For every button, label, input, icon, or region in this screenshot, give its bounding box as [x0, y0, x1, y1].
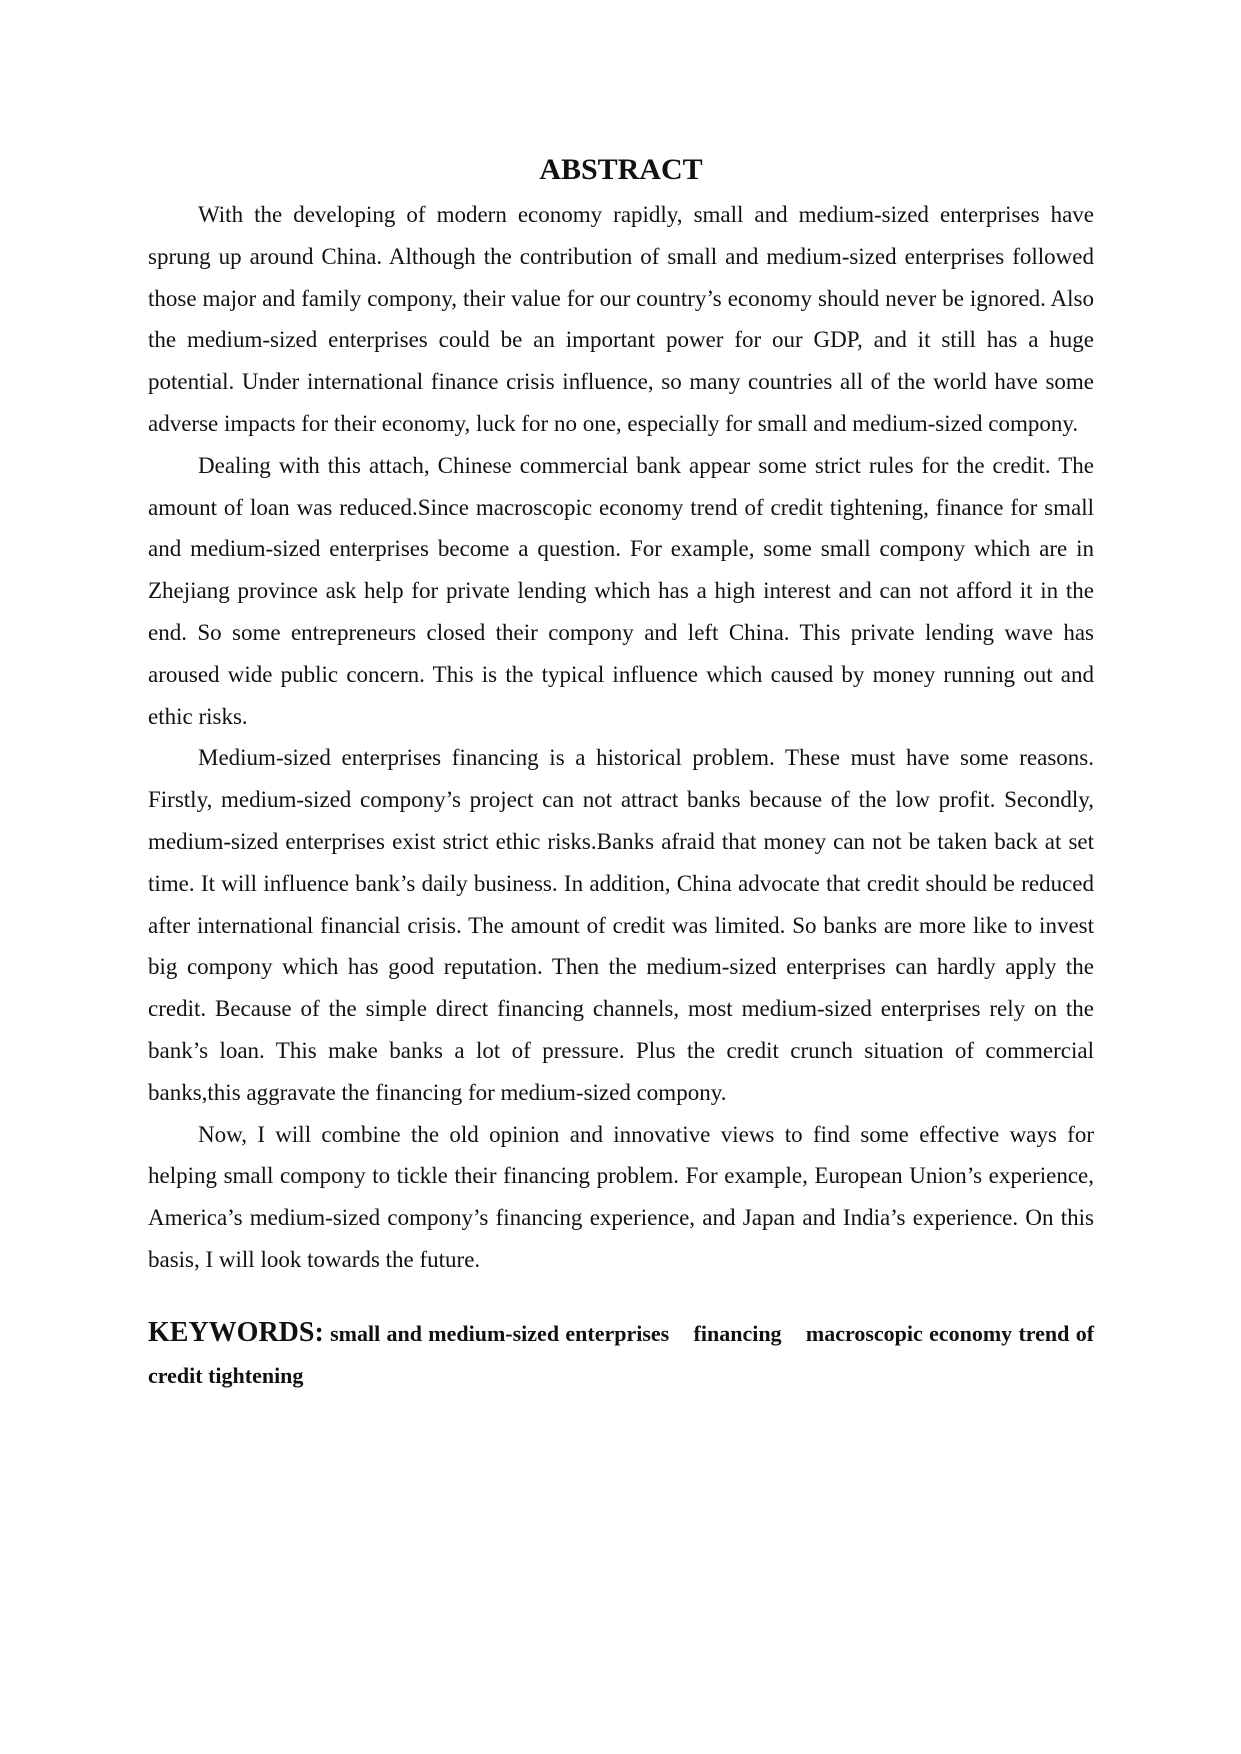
- abstract-paragraph-1: With the developing of modern economy rapidly, small and medium-sized enterprises have sprung up around China. Although the contribution of small and medium-sized enterprises followed those major and family compony, their value for our country’s economy should never be ignored. Also the medium-sized enterprises could be an important power for our GDP, and it still has a huge potential. Under international finance crisis influence, so many countries all of the world have some adverse impacts for their economy, luck for no one, especially for small and medium-sized compony.: [148, 202, 1094, 436]
- keywords-label: KEYWORDS:: [148, 1316, 324, 1348]
- keywords-line: [148, 1312, 1094, 1397]
- abstract-paragraph-3: Medium-sized enterprises financing is a historical problem. These must have some reasons. Firstly, medium-sized compony’s project can not attract banks because of the low profit. Secondly, medium-sized enterprises exist strict ethic risks.Banks afraid that money can not be taken back at set time. It will influence bank’s daily business. In addition, China advocate that credit should be reduced after international financial crisis. The amount of credit was limited. So banks are more like to invest big compony which has good reputation. Then the medium-sized enterprises can hardly apply the credit. Because of the simple direct financing channels, most medium-sized enterprises rely on the bank’s loan. This make banks a lot of pressure. Plus the credit crunch situation of commercial banks,this aggravate the financing for medium-sized compony.: [148, 745, 1094, 1105]
- keyword-1: small and medium-sized enterprises: [330, 1320, 670, 1346]
- abstract-paragraph-4: Now, I will combine the old opinion and innovative views to find some effective ways for helping small compony to tickle their financing problem. For example, European Union’s experience, America’s medium-sized compony’s financing experience, and Japan and India’s experience. On this basis, I will look towards the future.: [148, 1121, 1094, 1272]
- abstract-paragraph-2: Dealing with this attach, Chinese commercial bank appear some strict rules for the credit. The amount of loan was reduced.Since macroscopic economy trend of credit tightening, finance for small and medium-sized enterprises become a question. For example, some small compony which are in Zhejiang province ask help for private lending which has a high interest and can not afford it in the end. So some entrepreneurs closed their compony and left China. This private lending wave has aroused wide public concern. This is the typical influence which caused by money running out and ethic risks.: [148, 452, 1094, 729]
- keyword-2: financing: [693, 1320, 782, 1346]
- keyword-3: macroscopic economy trend of credit tightening: [148, 1320, 1095, 1388]
- abstract-section: [148, 150, 1094, 1396]
- abstract-title: ABSTRACT: [539, 153, 703, 186]
